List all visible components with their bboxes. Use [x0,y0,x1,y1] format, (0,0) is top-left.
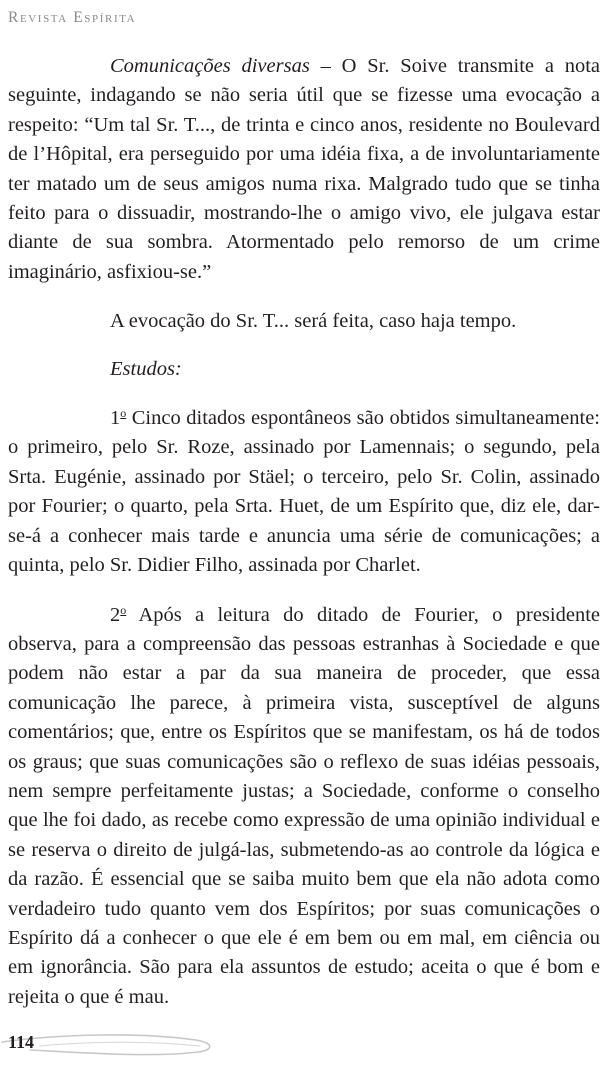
page-number: 114 [8,1032,35,1052]
item-number: 1$^o$ [110,406,127,430]
running-header: Revista Espírita [8,9,137,26]
section-heading-text: Estudos: [110,357,182,380]
paragraph-comunicacoes [8,52,600,287]
paragraph-lead-italic: Comunicações diversas [110,55,310,77]
footer-swash-ornament [0,1020,230,1066]
paragraph-text: – O Sr. Soive transmite a nota seguinte, indagando se não seria útil que se fizesse uma evocação a respeito: “Um tal Sr. T..., de trinta e cinco anos, residente no Boulevard de l’Hôpital, era perseguido por uma idéia fixa, a de involuntariamente ter matado um de seus amigos numa rixa. Malgrado tudo que se tinha feito para o dissuadir, mostrando-lhe o amigo vivo, ele julgava estar diante de sua sombra. Atormentado pelo remorso de um crime imaginário, asfixiou-se.” [8,55,601,283]
item-number: 2$^o$ [110,602,127,626]
page-body [8,52,600,1012]
paragraph-text: Cinco ditados espontâneos são obtidos simultaneamente: o primeiro, pelo Sr. Roze, assinado por Lamennais; o segundo, pela Srta. Eugénie, assinado por Stäel; o terceiro, pelo Sr. Colin, assinado por Fourier; o quarto, pela Srta. Huet, de um Espírito que, diz ele, dar-se-á a conhecer mais tarde e anuncia uma série de comunicações; a quinta, pelo Sr. Didier Filho, assinada por Charlet. [8,407,600,577]
paragraph-text: Após a leitura do ditado de Fourier, o presidente observa, para a compreensão das pessoas estranhas à Sociedade e que podem não estar a par da sua maneira de proceder, que essa comunicação lhe parece, à primeira vista, susceptível de alguns comentários; que, entre os Espíritos que se manifestam, os há de todos os graus; que suas comunicações são o reflexo de suas idéias pessoais, nem sempre perfeitamente justas; a Sociedade, conforme o conselho que lhe foi dado, as recebe como expressão de uma opinião individual e se reserva o direito de julgá-las, submetendo-as ao controle da lógica e da razão. É essencial que se saiba muito bem que ela não adota como verdadeiro tudo quanto vem dos Espíritos; por suas comunicações o Espírito dá a conhecer o que ele é em bem ou em mal, em ciência ou em ignorância. São para ela assuntos de estudo; aceita o que é bom e rejeita o que é mau. [8,603,600,1008]
paragraph-item-1 [8,404,600,580]
section-heading-estudos [8,355,600,384]
paragraph-evocacao: A evocação do Sr. T... será feita, caso haja tempo. [110,310,517,333]
paragraph-item-2 [8,601,600,1013]
